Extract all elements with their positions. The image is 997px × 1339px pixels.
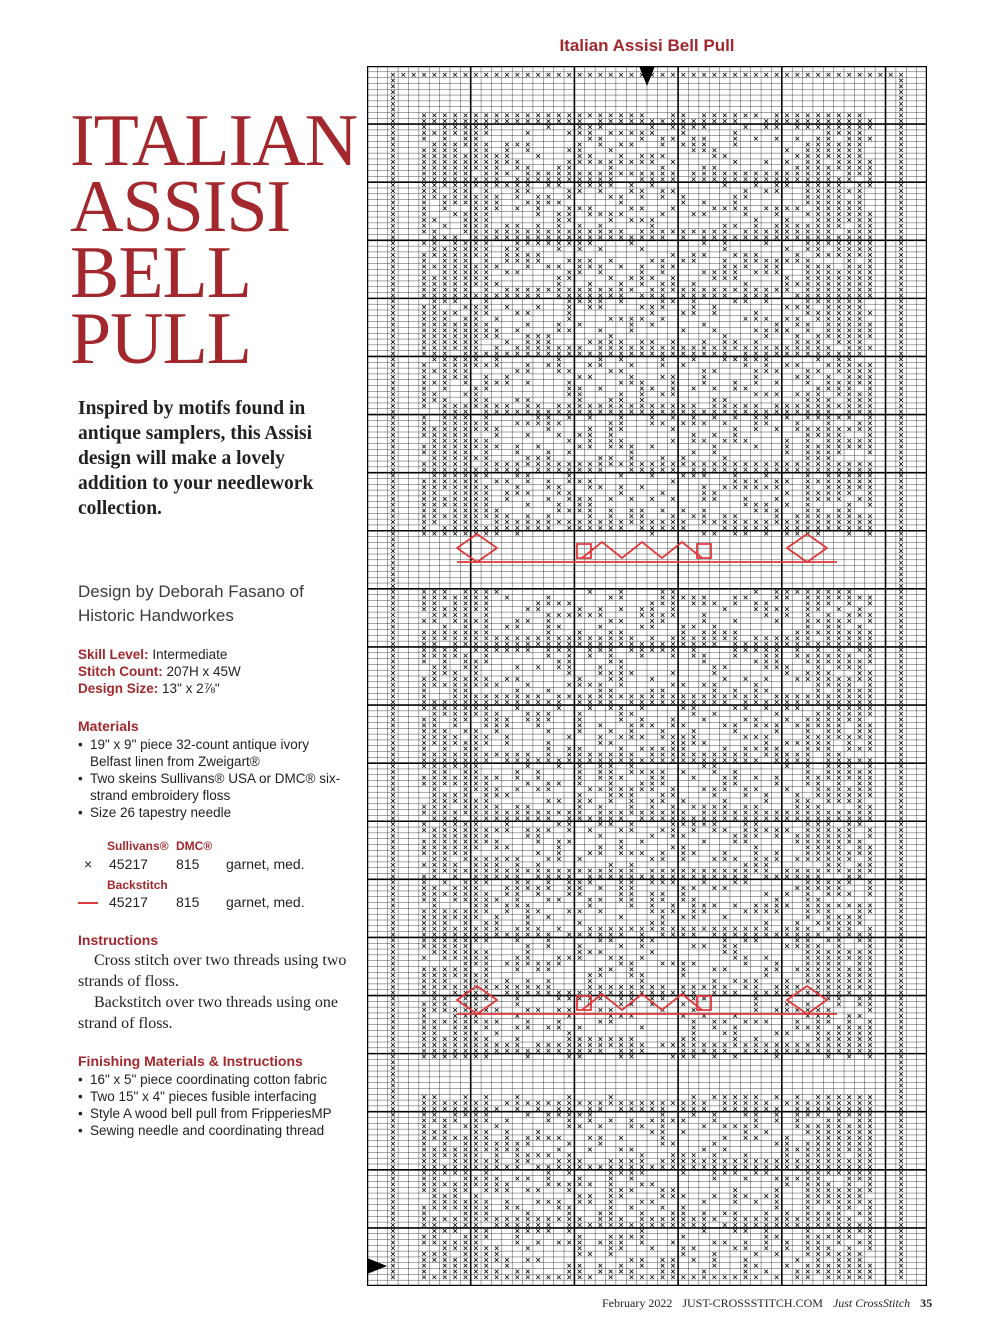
key-back-sullivans: 45217 — [109, 894, 148, 910]
skill-label: Skill Level: — [78, 647, 149, 662]
list-item: • Size 26 tapestry needle — [78, 804, 348, 821]
chart-title: Italian Assisi Bell Pull — [559, 36, 735, 55]
materials-list — [78, 736, 348, 821]
instructions-heading: Instructions — [78, 932, 159, 948]
list-item: • Style A wood bell pull from FripperiesMP — [78, 1105, 348, 1122]
design-size — [78, 680, 220, 697]
key-col-dmc: DMC® — [176, 839, 213, 853]
list-item: • Two 15" x 4" pieces fusible interfacing — [78, 1088, 348, 1105]
title-line: ASSISI — [70, 166, 291, 248]
instructions-p2: Backstitch over two threads using one strand of floss. — [78, 994, 338, 1032]
page-footer — [602, 1296, 939, 1311]
key-stitch-name: garnet, med. — [226, 856, 305, 872]
list-item: • Sewing needle and coordinating thread — [78, 1122, 348, 1139]
instructions-p1: Cross stitch over two threads using two strands of floss. — [78, 952, 347, 990]
title-line: PULL — [70, 298, 251, 380]
key-col-sullivans: Sullivans® — [107, 839, 169, 853]
chart-grid — [367, 66, 927, 1286]
finishing-list — [78, 1071, 348, 1139]
count-value: 207H x 45W — [166, 664, 241, 679]
footer-date: February 2022 — [602, 1296, 673, 1310]
footer-magazine: Just CrossStitch — [832, 1296, 911, 1310]
instructions-body — [78, 950, 348, 1034]
designer-credit: Design by Deborah Fasano of Historic Handworkes — [78, 582, 304, 625]
skill-level — [78, 646, 227, 663]
size-value: 13" x 2⅞" — [162, 681, 220, 696]
materials-heading: Materials — [78, 718, 139, 734]
finishing-heading: Finishing Materials & Instructions — [78, 1053, 303, 1069]
list-item: • Two skeins Sullivans® USA or DMC® six-strand embroidery floss — [78, 770, 348, 804]
size-label: Design Size: — [78, 681, 159, 696]
intro-text: Inspired by motifs found in antique samplers, this Assisi design will make a lovely addition to your needlework collection. — [78, 398, 314, 519]
backstitch-line-icon — [78, 902, 98, 904]
skill-value: Intermediate — [152, 647, 228, 662]
key-back-name: garnet, med. — [226, 894, 305, 910]
list-item: • 19" x 9" piece 32-count antique ivory Belfast linen from Zweigart® — [78, 736, 348, 770]
title-line: BELL — [70, 232, 251, 314]
page-title — [70, 100, 370, 380]
count-label: Stitch Count: — [78, 664, 163, 679]
footer-page: 35 — [920, 1296, 933, 1310]
key-stitch-sullivans: 45217 — [109, 856, 148, 872]
key-backstitch-heading: Backstitch — [107, 878, 168, 892]
list-item: • 16" x 5" piece coordinating cotton fabric — [78, 1071, 348, 1088]
key-stitch-dmc: 815 — [176, 856, 200, 872]
key-stitch-symbol: × — [84, 856, 93, 872]
title-line: ITALIAN — [70, 100, 358, 182]
stitch-count — [78, 663, 241, 680]
key-back-dmc: 815 — [176, 894, 200, 910]
footer-site: JUST-CROSSSTITCH.COM — [682, 1296, 823, 1310]
cross-stitch-chart — [367, 66, 927, 1286]
